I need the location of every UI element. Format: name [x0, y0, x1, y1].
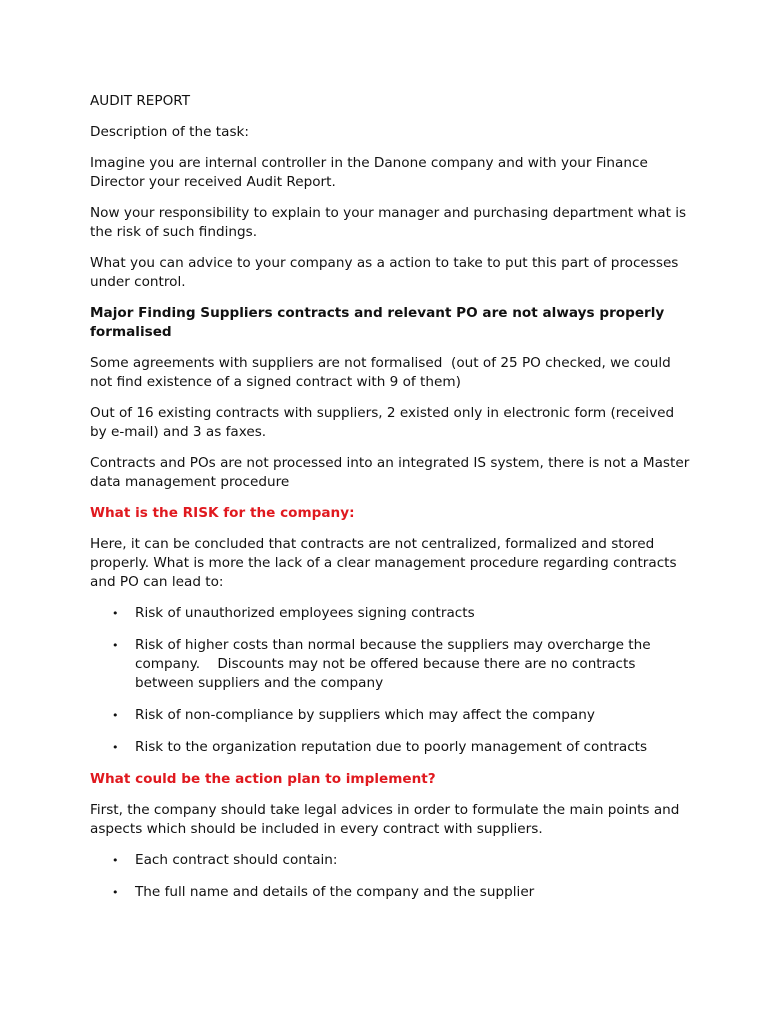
list-item: • Risk of higher costs than normal because the suppliers may overcharge the company. Discounts may not be offered because there are no contracts between suppliers and the company [90, 636, 690, 693]
document-body [90, 92, 690, 915]
action-paragraph: First, the company should take legal advices in order to formulate the main points and aspects which should be included in every contract with suppliers. [90, 802, 680, 837]
list-item: • Risk to the organization reputation due to poorly management of contracts [90, 738, 690, 757]
action-heading: What could be the action plan to implement? [90, 771, 436, 787]
risk-paragraph: Here, it can be concluded that contracts are not centralized, formalized and stored properly. What is more the lack of a clear management procedure regarding contracts and PO can lead to: [90, 536, 677, 590]
report-title: AUDIT REPORT [90, 93, 191, 109]
intro-paragraph-1: Imagine you are internal controller in the Danone company and with your Finance Director your received Audit Report. [90, 155, 648, 190]
list-item: • Each contract should contain: [90, 851, 690, 870]
finding-paragraph-1: Some agreements with suppliers are not formalised (out of 25 PO checked, we could not find existence of a signed contract with 9 of them) [90, 355, 676, 390]
intro-paragraph-3: What you can advice to your company as a action to take to put this part of processes under control. [90, 255, 679, 290]
list-item: • Risk of non-compliance by suppliers which may affect the company [90, 706, 690, 725]
task-heading: Description of the task: [90, 124, 249, 140]
intro-paragraph-2: Now your responsibility to explain to your manager and purchasing department what is the risk of such findings. [90, 205, 687, 240]
action-bullet-list [90, 851, 690, 902]
finding-heading: Major Finding Suppliers contracts and relevant PO are not always properly formalised [90, 305, 665, 340]
list-item: • Risk of unauthorized employees signing contracts [90, 604, 690, 623]
risk-bullet-list [90, 604, 690, 757]
finding-paragraph-2: Out of 16 existing contracts with suppliers, 2 existed only in electronic form (received by e-mail) and 3 as faxes. [90, 405, 675, 440]
risk-heading: What is the RISK for the company: [90, 505, 355, 521]
finding-paragraph-3: Contracts and POs are not processed into an integrated IS system, there is not a Master data management procedure [90, 455, 690, 490]
list-item: • The full name and details of the company and the supplier [90, 883, 690, 902]
